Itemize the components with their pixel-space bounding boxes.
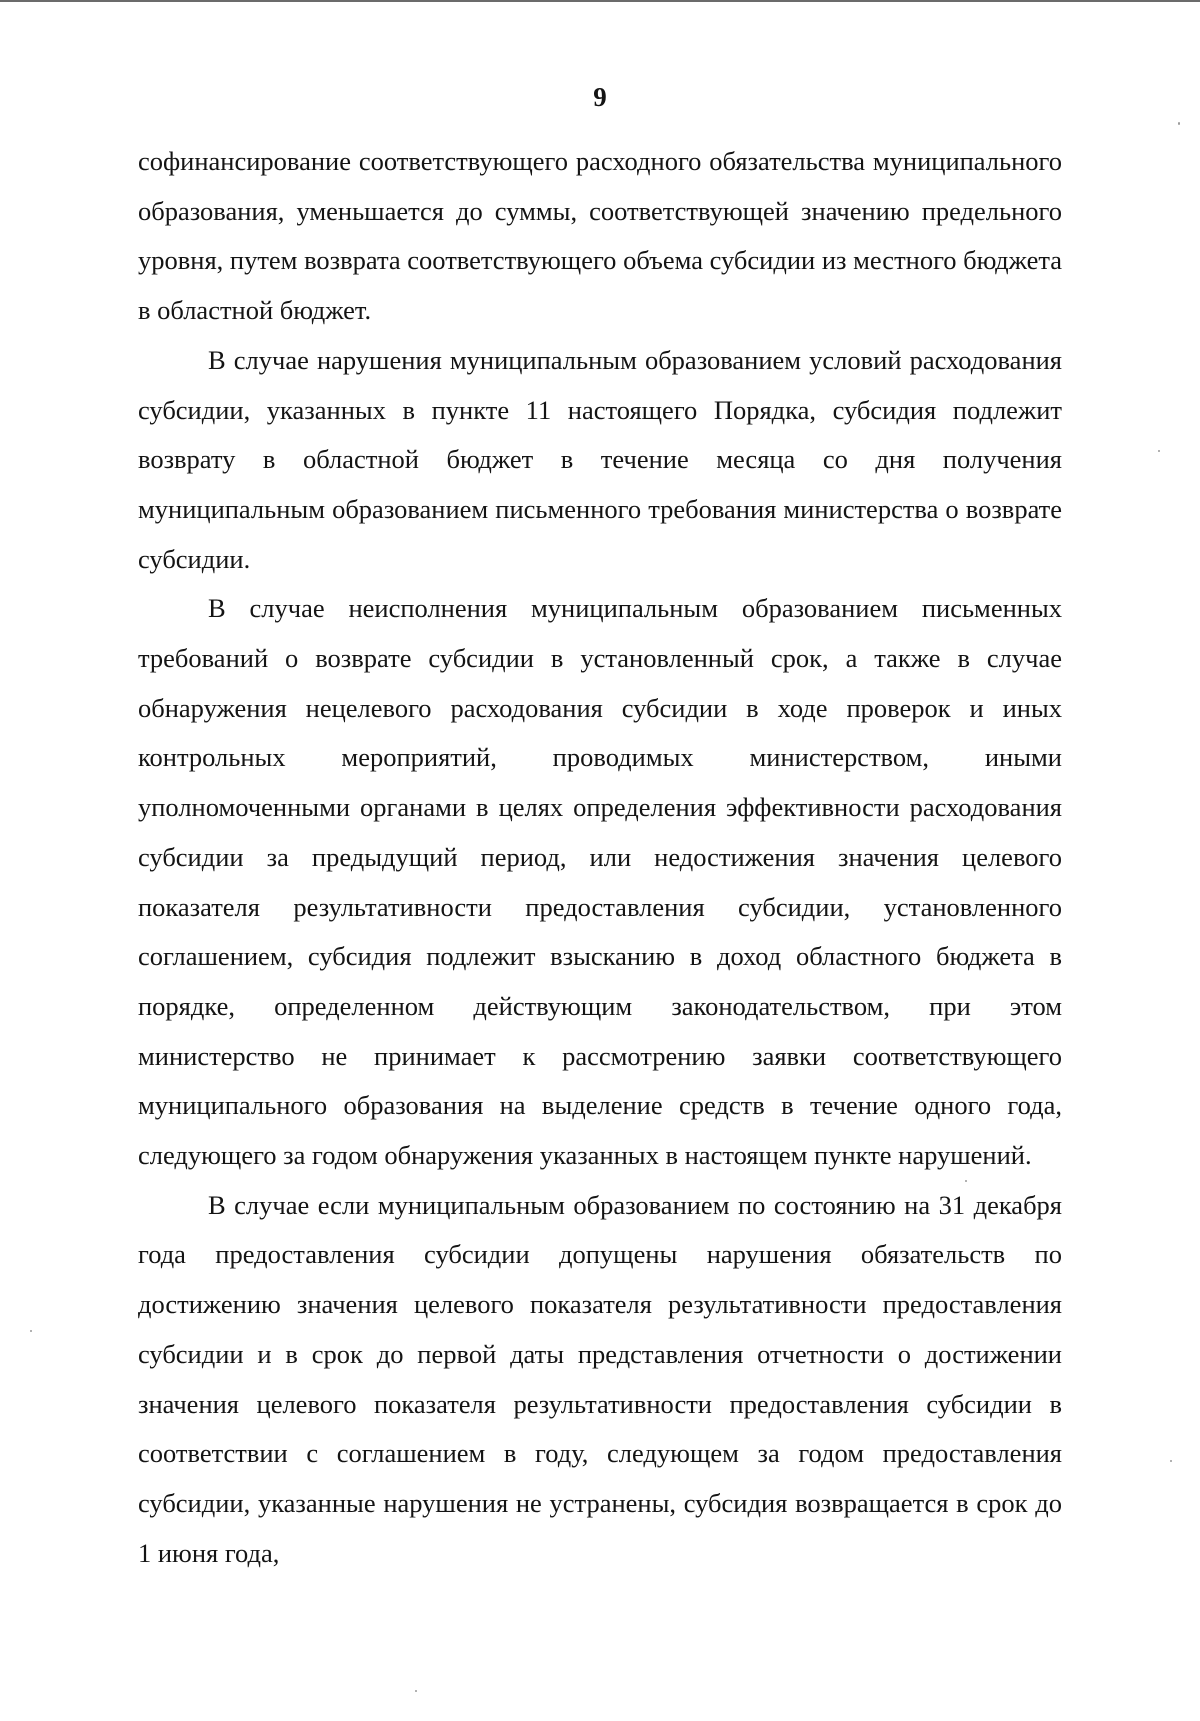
scan-speck	[30, 1330, 32, 1332]
document-body	[138, 137, 1062, 1578]
scan-speck	[1170, 1460, 1172, 1462]
scan-speck	[415, 1690, 417, 1692]
scan-speck	[1178, 122, 1180, 125]
paragraph-3: В случае неисполнения муниципальным образованием письменных требований о возврате субсидии в установленный срок, а также в случае обнаружения нецелевого расходования субсидии в ходе проверок и иных контрольных мероприятий, проводимых министерством, иными уполномоченными органами в целях определения эффективности расходования субсидии за предыдущий период, или недостижения значения целевого показателя результативности предоставления субсидии, установленного соглашением, субсидия подлежит взысканию в доход областного бюджета в порядке, определенном действующим законодательством, при этом министерство не принимает к рассмотрению заявки соответствующего муниципального образования на выделение средств в течение одного года, следующего за годом обнаружения указанных в настоящем пункте нарушений.	[138, 593, 1062, 1171]
paragraph-1: софинансирование соответствующего расходного обязательства муниципального образования, уменьшается до суммы, соответствующей значению предельного уровня, путем возврата соответствующего объема субсидии из местного бюджета в областной бюджет.	[138, 146, 1062, 326]
scan-speck	[1158, 450, 1160, 452]
page-number: 9	[593, 82, 607, 112]
paragraph-4: В случае если муниципальным образованием по состоянию на 31 декабря года предоставления субсидии допущены нарушения обязательств по достижению значения целевого показателя результативности предоставления субсидии и в срок до первой даты представления отчетности о достижении значения целевого показателя результативности предоставления субсидии в соответствии с соглашением в году, следующем за годом предоставления субсидии, указанные нарушения не устранены, субсидия возвращается в срок до 1 июня года,	[138, 1189, 1062, 1568]
scan-speck	[965, 1180, 967, 1182]
scan-top-edge	[0, 0, 1200, 2]
paragraph-2: В случае нарушения муниципальным образованием условий расходования субсидии, указанных в пункте 11 настоящего Порядка, субсидия подлежит возврату в областной бюджет в течение месяца со дня получения муниципальным образованием письменного требования министерства о возврате субсидии.	[138, 344, 1062, 574]
